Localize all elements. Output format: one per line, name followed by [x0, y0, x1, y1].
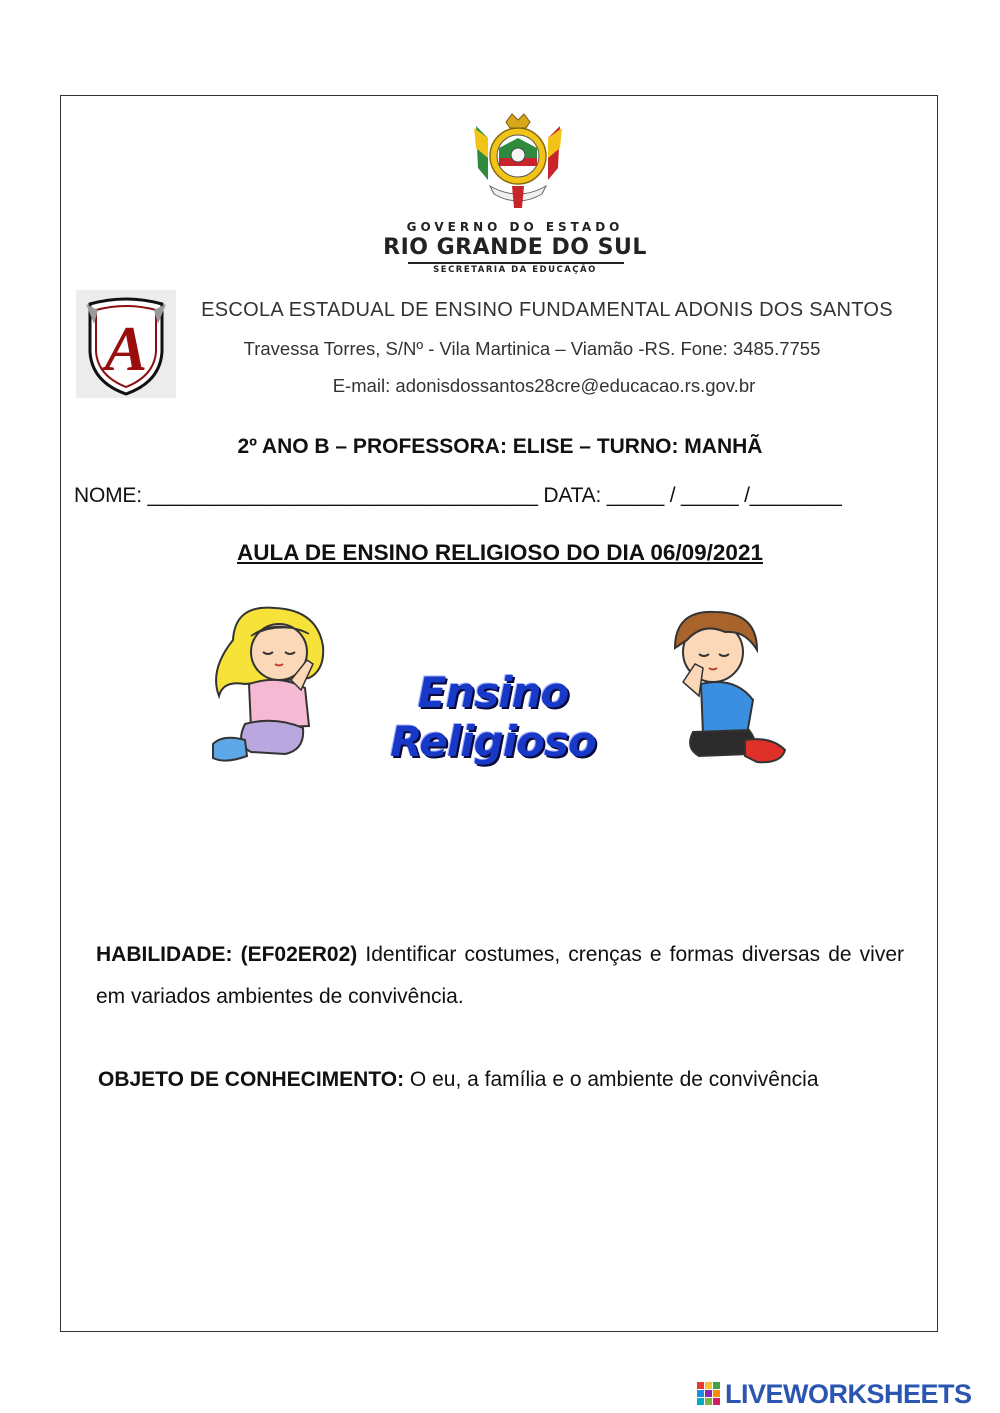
objeto-text: O eu, a família e o ambiente de convivência	[404, 1068, 819, 1091]
school-email: E-mail: adonisdossantos28cre@educacao.rs.gov.br	[332, 375, 756, 396]
government-line-2: RIO GRANDE DO SUL	[383, 235, 647, 260]
name-date-field[interactable]: NOME: __________________________________ DATA: _____ / _____ /________	[74, 484, 842, 507]
class-info: 2º ANO B – PROFESSORA: ELISE – TURNO: MANHÃ	[237, 435, 763, 458]
state-crest-logo	[468, 108, 568, 216]
praying-boy-icon	[675, 612, 785, 762]
objeto-label: OBJETO DE CONHECIMENTO:	[98, 1068, 405, 1091]
praying-girl-icon	[213, 608, 323, 761]
government-line-1: GOVERNO DO ESTADO	[406, 220, 624, 234]
government-line-3: SECRETARIA DA EDUCAÇÃO	[433, 265, 597, 275]
government-divider	[408, 262, 624, 264]
lesson-title: AULA DE ENSINO RELIGIOSO DO DIA 06/09/2021	[237, 540, 763, 565]
habilidade-paragraph	[96, 934, 904, 1018]
banner-title: Ensino Religioso	[390, 668, 596, 766]
liveworksheets-watermark[interactable]	[697, 1377, 972, 1411]
habilidade-label: HABILIDADE: (EF02ER02)	[96, 943, 358, 966]
liveworksheets-logo-icon	[697, 1382, 721, 1406]
liveworksheets-label: LIVEWORKSHEETS	[725, 1378, 972, 1409]
school-logo-letter: A	[104, 313, 148, 384]
school-shield-logo	[76, 290, 176, 398]
school-address: Travessa Torres, S/Nº - Vila Martinica – Viamão -RS. Fone: 3485.7755	[243, 338, 821, 359]
school-name: ESCOLA ESTADUAL DE ENSINO FUNDAMENTAL ADONIS DOS SANTOS	[201, 299, 893, 321]
objeto-paragraph	[98, 1059, 906, 1101]
habilidade-text: Identificar costumes, crenças e formas diversas de viver em variados ambientes de convivência.	[96, 943, 904, 1008]
